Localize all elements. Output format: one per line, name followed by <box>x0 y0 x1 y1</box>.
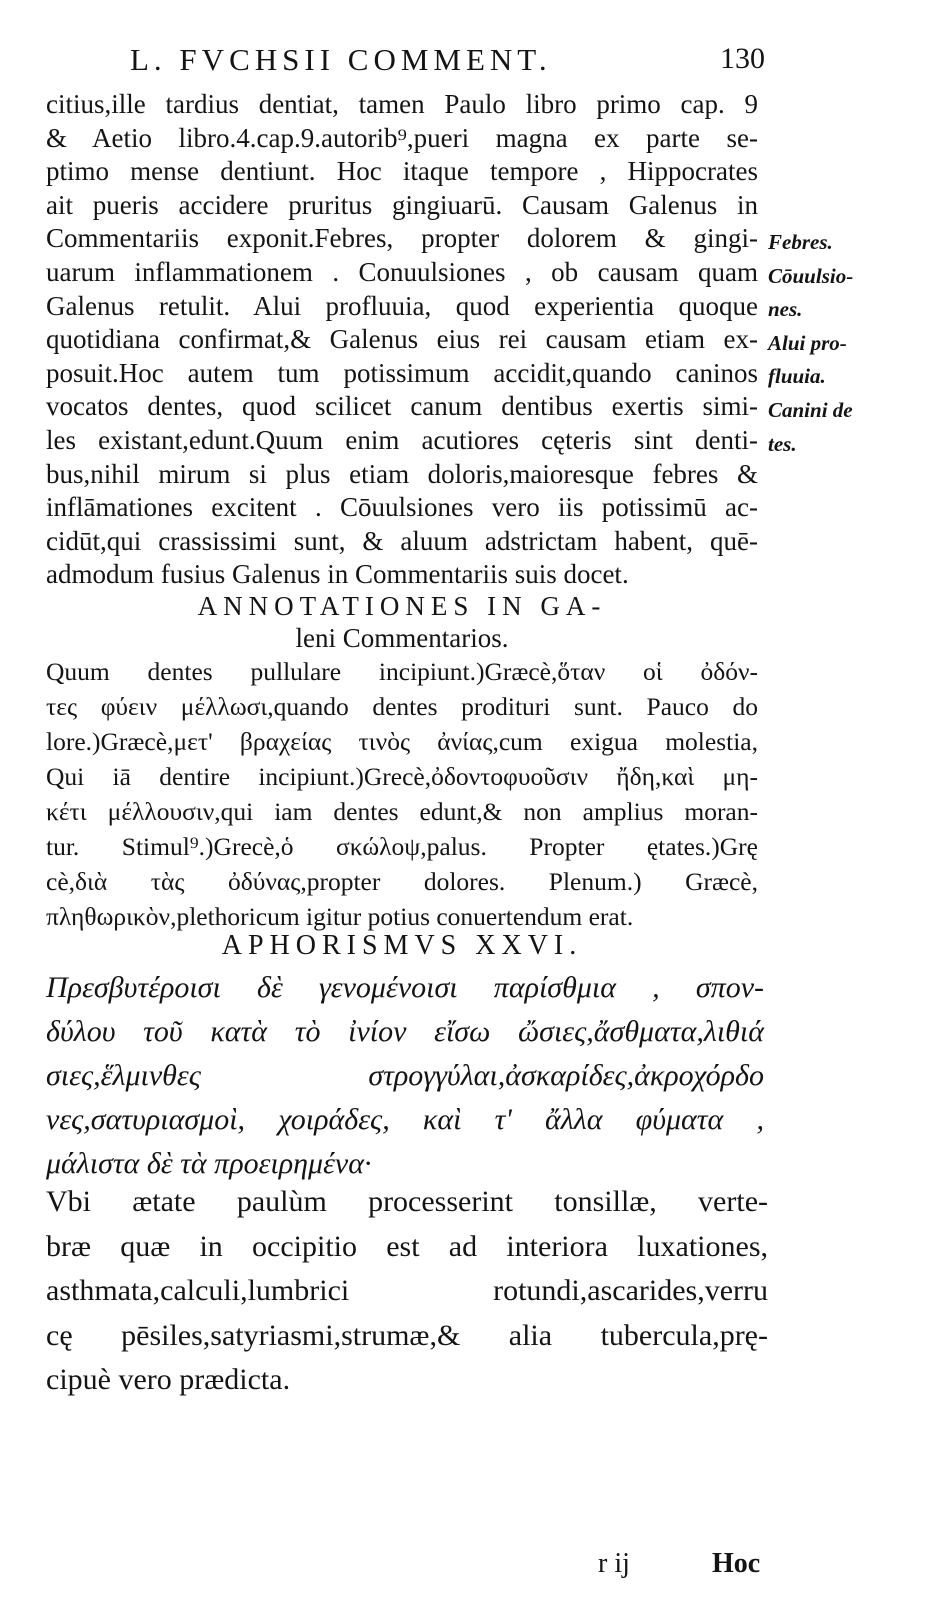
text-line: citius,ille tardius dentiat, tamen Paulo libro primo cap. 9 <box>46 89 758 119</box>
signature-mark: r ij <box>598 1548 630 1579</box>
greek-line: νες,σατυριασμοὶ, χοιράδες, καὶ τ' ἄλλα φύματα , <box>46 1103 764 1136</box>
text-line: Galenus retulit. Alui profluuia, quod experientia quoque <box>46 290 758 321</box>
annotation-line: tur. Stimul⁹.)Grecè,ὁ σκώλοψ,palus. Propter ętates.)Grę <box>46 832 758 861</box>
latin-line: Vbi ætate paulùm processerint tonsillæ, verte- <box>46 1185 768 1218</box>
catchword: Hoc <box>712 1548 761 1579</box>
annotation-line: Qui iā dentire incipiunt.)Grecè,ὀδοντοφυοῦσιν ἤδη,καὶ μη- <box>46 762 758 791</box>
text-line: admodum fusius Galenus in Commentariis suis docet. <box>46 559 629 590</box>
text-line: cidūt,qui crassissimi sunt, & aluum adstrictam habent, quē- <box>46 525 758 556</box>
text-line: bus,nihil mirum si plus etiam doloris,maioresque febres & <box>46 458 758 489</box>
greek-line: σιες,ἕλμινθες στρογγύλαι,ἀσκαρίδες,ἀκροχόρδο <box>46 1059 764 1092</box>
margin-notes <box>768 226 918 461</box>
margin-note: Cōuulsio- <box>768 263 854 288</box>
text-line: ait pueris accidere pruritus gingiuarū. Causam Galenus in <box>46 189 758 220</box>
greek-line: δύλου τοῦ κατὰ τὸ ἰνίον εἴσω ὤσιες,ἄσθματα,λιθιά <box>46 1015 764 1048</box>
annotation-line: κέτι μέλλουσιν,qui iam dentes edunt,& non amplius moran- <box>46 797 758 826</box>
text-line: Commentariis exponit.Febres, propter dolorem & gingi- <box>46 223 758 254</box>
page-header <box>0 42 930 86</box>
aphorism-heading: APHORISMVS XXVI. <box>221 930 583 961</box>
commentary-text <box>46 88 758 592</box>
aphorism-greek-text <box>46 966 764 1186</box>
text-line: quotidiana confirmat,& Galenus eius rei causam etiam ex- <box>46 324 758 355</box>
annotation-line: πληθωρικὸν,plethoricum igitur potius conuertendum erat. <box>46 902 634 931</box>
greek-line: Πρεσβυτέροισι δὲ γενομένοισι παρίσθμια , σπον- <box>46 971 764 1004</box>
margin-note: Canini de <box>768 397 853 422</box>
annotations-text <box>46 654 758 934</box>
margin-note: nes. <box>768 297 803 322</box>
annotation-line: τες φύειν μέλλωσι,quando dentes prodituri sunt. Pauco do <box>46 692 758 721</box>
text-line: & Aetio libro.4.cap.9.autorib⁹,pueri magna ex parte se- <box>46 122 758 153</box>
annotation-line: Quum dentes pullulare incipiunt.)Græcè,ὅταν οἱ ὀδόν- <box>46 657 758 686</box>
latin-line: cę pēsiles,satyriasmi,strumæ,& alia tubercula,prę- <box>46 1318 768 1352</box>
greek-line: μάλιστα δὲ τὰ προειρημένα· <box>46 1147 372 1180</box>
margin-note: Febres. <box>768 230 833 254</box>
text-line: les existant,edunt.Quum enim acutiores cęteris sint denti- <box>46 424 758 455</box>
text-line: inflāmationes excitent . Cōuulsiones vero iis potissimū ac- <box>46 492 758 523</box>
annotations-heading: ANNOTATIONES IN GA- <box>197 591 607 621</box>
running-head: L. FVCHSII COMMENT. <box>130 42 552 77</box>
latin-line: bræ quæ in occipitio est ad interiora luxationes, <box>46 1229 768 1263</box>
aphorism-latin-text <box>46 1180 768 1403</box>
text-line: posuit.Hoc autem tum potissimum accidit,quando caninos <box>46 357 758 388</box>
folio-number: 130 <box>720 42 765 75</box>
text-line: uarum inflammationem . Conuulsiones , ob causam quam <box>46 256 758 287</box>
margin-note: tes. <box>768 431 797 456</box>
page-footer <box>0 1548 930 1584</box>
margin-note: Alui pro- <box>768 330 847 355</box>
text-line: ptimo mense dentiunt. Hoc itaque tempore , Hippocrates <box>46 156 758 187</box>
text-line: vocatos dentes, quod scilicet canum dentibus exertis simi- <box>46 391 758 422</box>
annotation-line: lore.)Græcè,μετ' βραχείας τινὸς ἀνίας,cum exigua molestia, <box>46 727 758 756</box>
latin-line: cipuè vero prædicta. <box>46 1363 291 1396</box>
latin-line: asthmata,calculi,lumbrici rotundi,ascarides,verru <box>46 1274 768 1307</box>
margin-note: fluuia. <box>768 364 826 389</box>
annotations-subheading: leni Commentarios. <box>295 623 509 653</box>
annotation-line: cè,διὰ τὰς ὀδύνας,propter dolores. Plenum.) Græcè, <box>46 867 758 896</box>
